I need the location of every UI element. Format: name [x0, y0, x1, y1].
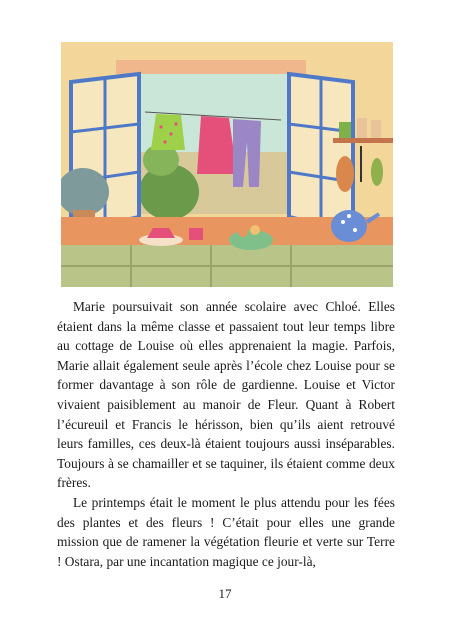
kitchen-window-illustration: [61, 42, 393, 287]
shelf-jar: [371, 120, 381, 138]
shelf-jar: [357, 118, 367, 138]
body-text: [57, 297, 395, 571]
page-number: 17: [218, 586, 232, 601]
teacup: [189, 228, 203, 240]
shelf-jar: [339, 122, 351, 138]
paragraph: Le printemps était le moment le plus attendu pour les fées des plantes et des fleurs ! C’était pour elles une grande mission que de ramener la végétation fleurie et verte sur Terre ! Ostara, par une incantation magique ce jour-là,: [57, 494, 395, 569]
wall-shelf: [333, 138, 393, 143]
curtain-top: [116, 60, 306, 74]
paragraph: Marie poursuivait son année scolaire avec Chloé. Elles étaient dans la même classe et passaient tout leur temps libre au cottage de Louise où elles apprenaient la magie. Parfois, Marie allait également seule après l’école chez Louise pour se former davantage à son rôle de gardienne. Louise et Victor vivaient paisiblement au manoir de Fleur. Quant à Robert l’écureuil et Francis le hérisson, bien qu’ils aient retrouvé leurs familles, ces deux-là étaient toujours aussi inséparables. Toujours à se chamailler et se taquiner, ils étaient comme deux frères.: [57, 299, 395, 491]
hanging-herbs: [371, 158, 383, 186]
green-dress: [151, 114, 185, 150]
illustration-drawing: [61, 42, 393, 287]
hanging-board: [336, 156, 354, 192]
